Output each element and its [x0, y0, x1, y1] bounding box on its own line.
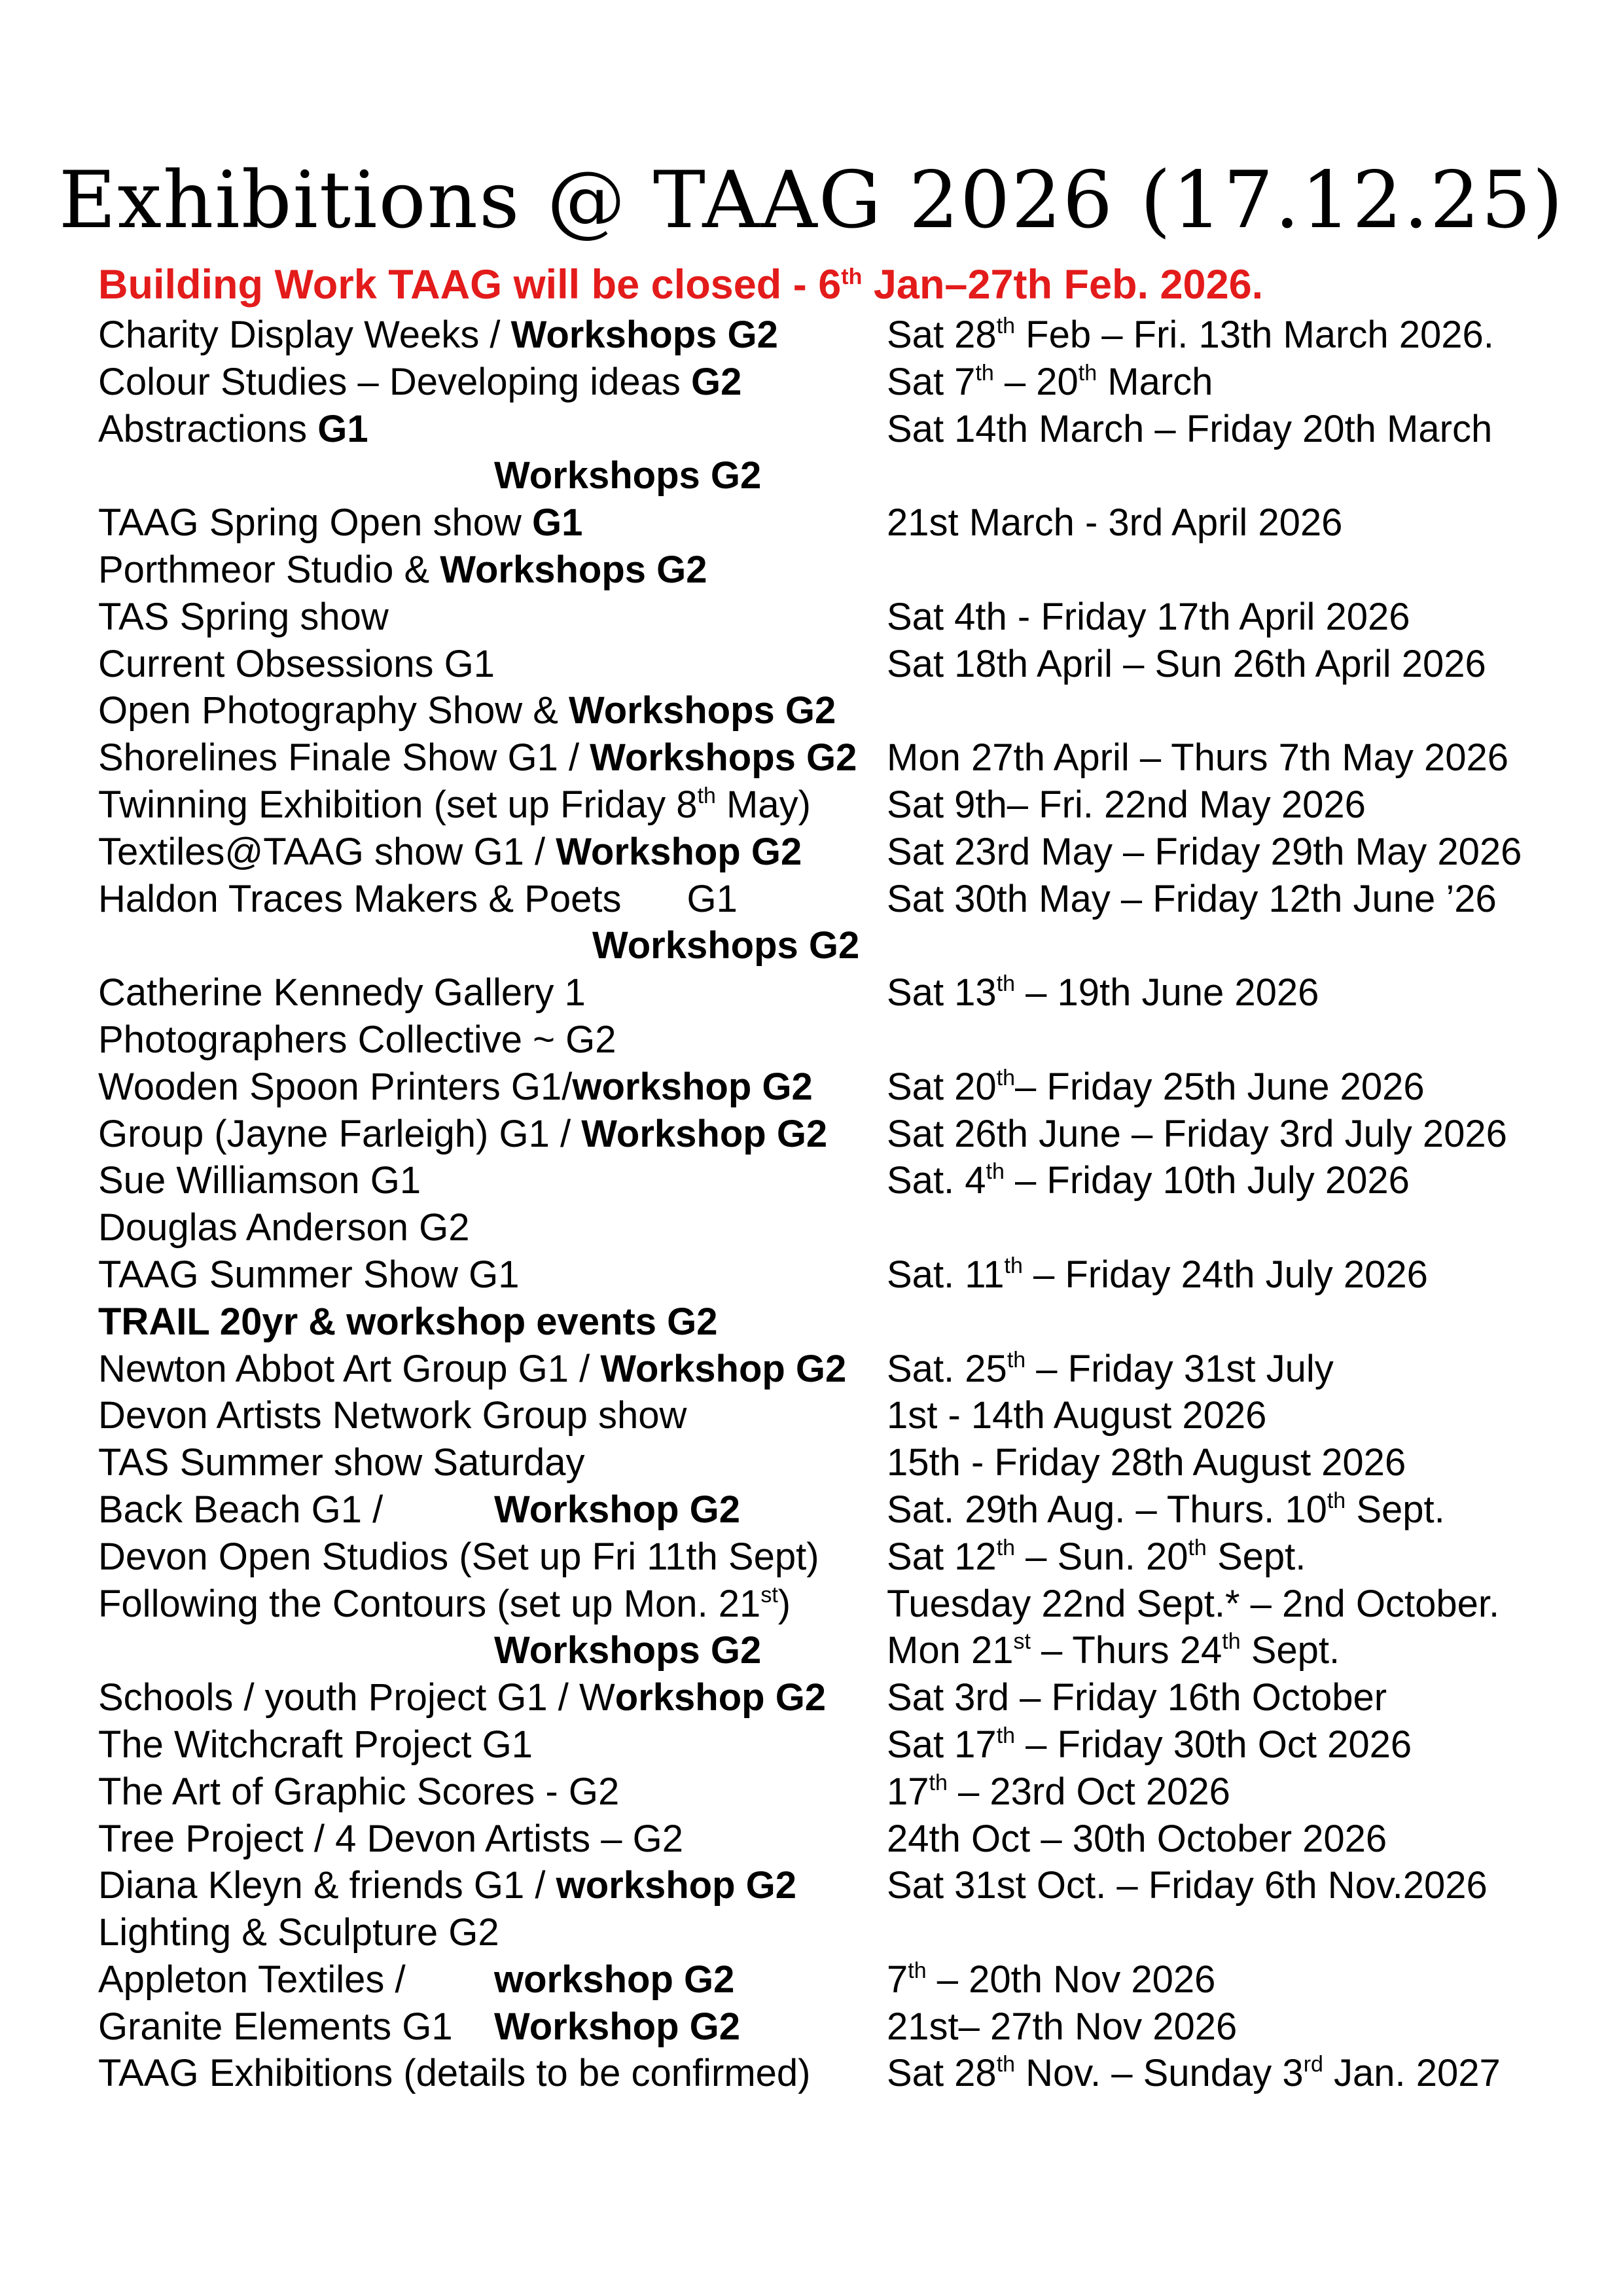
exhibition-name	[98, 1157, 421, 1204]
dates-sup: th	[996, 1065, 1016, 1090]
exhibition-name	[98, 1439, 585, 1486]
exhibition-name-text: Group (Jayne Farleigh) G1 /	[98, 1112, 582, 1155]
exhibition-dates	[887, 1721, 1412, 1768]
exhibition-name	[98, 359, 741, 406]
exhibition-workshop: workshop G2	[494, 1958, 735, 2001]
dates-text: 7	[887, 1958, 908, 2001]
page-title: Exhibitions @ TAAG 2026 (17.12.25)	[58, 155, 1565, 246]
exhibition-name-bold: G2	[691, 360, 742, 403]
exhibition-name	[98, 1768, 619, 1816]
dates-text-2: – Friday 25th June 2026	[1015, 1065, 1425, 1108]
exhibition-row	[98, 922, 1571, 969]
exhibition-row	[98, 876, 1571, 923]
exhibition-workshop: Workshop G2	[494, 1488, 740, 1531]
exhibition-dates	[887, 1346, 1334, 1393]
exhibition-row	[98, 547, 1571, 594]
dates-text-2: Sept.	[1346, 1488, 1445, 1531]
exhibition-row	[98, 2003, 1571, 2051]
dates-sup: th	[975, 360, 994, 386]
exhibition-name-text: Textiles@TAAG show G1 /	[98, 830, 556, 873]
workshops-heading: Workshops G2	[494, 454, 762, 497]
closure-notice-text-end: Jan–27th Feb. 2026.	[862, 262, 1264, 308]
exhibition-dates	[887, 594, 1410, 641]
exhibition-name-text: Newton Abbot Art Group G1 /	[98, 1347, 601, 1390]
exhibition-name	[98, 1862, 796, 1909]
dates-text: 1st - 14th August 2026	[887, 1394, 1267, 1437]
dates-text-2: – Friday 31st July	[1026, 1347, 1334, 1390]
exhibition-row	[98, 1016, 1571, 1064]
exhibition-row	[98, 1674, 1571, 1721]
exhibition-name	[98, 1721, 533, 1768]
dates-sup: th	[1004, 1253, 1023, 1278]
exhibition-name-text: The Witchcraft Project G1	[98, 1723, 533, 1766]
exhibition-name-text: Charity Display Weeks /	[98, 314, 511, 356]
exhibition-dates	[887, 2050, 1501, 2097]
exhibition-name	[98, 734, 857, 781]
exhibition-name	[98, 1956, 406, 2003]
dates-text-3: Sept.	[1240, 1629, 1340, 1672]
dates-text-2: – 23rd Oct 2026	[947, 1770, 1230, 1813]
exhibition-row	[98, 1909, 1571, 1956]
dates-text: Sat 4th - Friday 17th April 2026	[887, 595, 1410, 638]
exhibition-name-text: Back Beach G1 /	[98, 1488, 383, 1531]
exhibition-name	[98, 1204, 469, 1251]
dates-text: Mon 21	[887, 1629, 1014, 1672]
exhibition-name-text: Wooden Spoon Printers G1/	[98, 1065, 573, 1108]
exhibition-dates	[887, 1251, 1428, 1299]
dates-text: Sat. 25	[887, 1347, 1007, 1390]
exhibition-name-bold: Workshops G2	[569, 689, 836, 732]
exhibition-dates	[887, 781, 1366, 829]
dates-text: Sat 3rd – Friday 16th October	[887, 1676, 1387, 1719]
dates-text: Sat 14th March – Friday 20th March	[887, 407, 1493, 450]
exhibition-dates	[887, 359, 1213, 406]
dates-text: 24th Oct – 30th October 2026	[887, 1817, 1387, 1860]
exhibition-name	[98, 1816, 683, 1863]
exhibition-name-text: Open Photography Show &	[98, 689, 569, 732]
dates-text: 21st– 27th Nov 2026	[887, 2005, 1238, 2048]
exhibition-name-bold: TRAIL 20yr & workshop events G2	[98, 1300, 718, 1343]
exhibition-name-bold: workshop G2	[572, 1065, 813, 1108]
exhibition-dates	[887, 312, 1494, 359]
exhibition-name	[98, 1064, 813, 1111]
exhibition-name-bold: Workshop G2	[600, 1347, 847, 1390]
exhibition-name-bold: Workshop G2	[556, 830, 802, 873]
exhibition-name-bold: Workshop G2	[581, 1112, 828, 1155]
dates-text-3: Sept.	[1206, 1535, 1306, 1578]
exhibition-gallery: G1	[687, 877, 738, 920]
exhibition-dates	[887, 1768, 1230, 1816]
exhibition-list	[98, 312, 1571, 2097]
exhibition-dates	[887, 734, 1508, 781]
exhibition-name	[98, 1392, 687, 1439]
exhibition-row	[98, 1534, 1571, 1581]
exhibition-dates	[887, 1157, 1410, 1204]
exhibition-name	[98, 687, 836, 734]
dates-text-2: – 20	[993, 360, 1079, 403]
exhibition-row	[98, 687, 1571, 734]
exhibition-row	[98, 1862, 1571, 1909]
exhibition-name	[98, 1251, 520, 1299]
exhibition-row	[98, 406, 1571, 453]
exhibition-row	[98, 1392, 1571, 1439]
exhibition-name	[98, 1534, 819, 1581]
exhibition-name-bold: Workshops G2	[510, 314, 778, 356]
exhibition-name	[98, 641, 495, 688]
exhibition-dates	[887, 499, 1342, 547]
exhibition-name-text: Current Obsessions G1	[98, 642, 495, 685]
exhibition-dates	[887, 1581, 1499, 1628]
exhibition-row	[98, 641, 1571, 688]
exhibition-dates	[887, 1486, 1445, 1534]
exhibition-name-text: The Art of Graphic Scores - G2	[98, 1770, 620, 1813]
exhibition-name-text: Douglas Anderson G2	[98, 1206, 470, 1249]
exhibition-row	[98, 1299, 1571, 1346]
exhibition-row	[98, 969, 1571, 1016]
dates-text-2: Feb – Fri. 13th March 2026.	[1015, 314, 1494, 356]
dates-sup: th	[908, 1958, 927, 1983]
exhibition-row	[98, 1768, 1571, 1816]
dates-text: Sat. 11	[887, 1253, 1005, 1296]
dates-text-2: – 20th Nov 2026	[926, 1958, 1216, 2001]
exhibition-name-text: Appleton Textiles /	[98, 1958, 406, 2001]
exhibition-row	[98, 1157, 1571, 1204]
closure-notice-sup: th	[841, 264, 863, 289]
exhibition-name-text: Shorelines Finale Show G1 /	[98, 736, 590, 780]
dates-sup: th	[1327, 1488, 1346, 1513]
dates-text-2: – Friday 10th July 2026	[1004, 1159, 1410, 1202]
dates-sup-2: rd	[1303, 2052, 1323, 2077]
dates-text: Sat. 29th Aug. – Thurs. 10	[887, 1488, 1327, 1531]
exhibition-row	[98, 1204, 1571, 1251]
dates-text: Sat 20	[887, 1065, 997, 1108]
dates-text: Sat 30th May – Friday 12th June ’26	[887, 877, 1497, 920]
exhibition-name	[98, 1016, 616, 1064]
exhibition-dates	[887, 406, 1492, 453]
dates-text: 15th - Friday 28th August 2026	[887, 1441, 1406, 1484]
dates-sup-2: th	[1188, 1535, 1207, 1560]
dates-text-2: – Friday 30th Oct 2026	[1015, 1723, 1412, 1766]
dates-text: Sat 28	[887, 2052, 997, 2095]
exhibition-workshop: Workshop G2	[494, 2005, 740, 2048]
exhibition-name	[98, 1581, 791, 1628]
exhibition-name-text: Tree Project / 4 Devon Artists – G2	[98, 1817, 683, 1860]
exhibition-name-sup: st	[760, 1582, 778, 1607]
exhibition-row	[98, 734, 1571, 781]
exhibition-name-text: Devon Artists Network Group show	[98, 1394, 687, 1437]
dates-text: Sat 7	[887, 360, 976, 403]
exhibition-name-text: Colour Studies – Developing ideas	[98, 360, 691, 403]
exhibition-name-text: TAAG Exhibitions (details to be confirmed)	[98, 2052, 811, 2095]
exhibition-dates	[887, 1392, 1266, 1439]
exhibition-name-bold: workshop G2	[556, 1864, 796, 1907]
exhibition-name-text: Schools / youth Project G1 / W	[98, 1676, 615, 1719]
exhibition-row	[98, 1439, 1571, 1486]
exhibition-row	[98, 594, 1571, 641]
exhibition-name-text: Diana Kleyn & friends G1 /	[98, 1864, 556, 1907]
exhibition-name	[98, 547, 707, 594]
dates-text: 21st March - 3rd April 2026	[887, 501, 1343, 545]
dates-text-2: – Thurs 24	[1030, 1629, 1222, 1672]
exhibition-dates	[887, 829, 1522, 876]
exhibition-name-text-2: May)	[715, 783, 811, 826]
exhibition-name-text: Twinning Exhibition (set up Friday 8	[98, 783, 698, 826]
exhibition-row	[98, 781, 1571, 829]
dates-text: Sat 23rd May – Friday 29th May 2026	[887, 830, 1522, 873]
exhibition-name-bold: Workshops G2	[440, 548, 707, 591]
exhibition-name-text: Catherine Kennedy Gallery 1	[98, 971, 586, 1014]
dates-sup-2: th	[1222, 1629, 1241, 1655]
exhibition-name	[98, 499, 582, 547]
exhibition-dates	[887, 1862, 1488, 1909]
dates-sup: th	[996, 1723, 1016, 1748]
exhibition-name	[98, 312, 778, 359]
exhibition-name	[98, 1346, 846, 1393]
dates-text: 17	[887, 1770, 929, 1813]
exhibition-dates	[887, 876, 1497, 923]
dates-text-2: – 19th June 2026	[1015, 971, 1319, 1014]
exhibition-dates	[887, 641, 1486, 688]
exhibition-row	[98, 1064, 1571, 1111]
exhibition-dates	[887, 1956, 1215, 2003]
exhibition-row	[98, 452, 1571, 499]
dates-text-3: Jan. 2027	[1323, 2052, 1501, 2095]
exhibition-name-bold: Workshops G2	[590, 736, 857, 780]
exhibition-name-text: Sue Williamson G1	[98, 1159, 421, 1202]
dates-text: Sat 28	[887, 314, 997, 356]
exhibition-dates	[887, 1627, 1340, 1674]
exhibition-name-text: Porthmeor Studio &	[98, 548, 440, 591]
dates-sup: st	[1013, 1629, 1031, 1655]
exhibition-row	[98, 359, 1571, 406]
exhibition-dates	[887, 1534, 1306, 1581]
dates-sup: th	[996, 971, 1016, 997]
dates-sup: th	[1007, 1347, 1026, 1372]
dates-text: Sat 9th– Fri. 22nd May 2026	[887, 783, 1366, 826]
exhibition-name	[98, 1111, 827, 1158]
exhibition-name-text: Photographers Collective ~ G2	[98, 1018, 616, 1061]
exhibition-name	[98, 1909, 499, 1956]
exhibition-name-text: Following the Contours (set up Mon. 21	[98, 1582, 761, 1625]
exhibition-dates	[887, 1816, 1387, 1863]
dates-text: Sat 12	[887, 1535, 997, 1578]
exhibition-name-text-2: )	[777, 1582, 791, 1625]
exhibition-row	[98, 1627, 1571, 1674]
exhibition-dates	[887, 1064, 1425, 1111]
dates-text-3: March	[1097, 360, 1213, 403]
exhibition-name	[98, 781, 811, 829]
exhibition-row	[98, 2050, 1571, 2097]
exhibition-name-sup: th	[697, 783, 716, 808]
exhibition-name	[98, 2050, 811, 2097]
exhibition-row	[98, 1346, 1571, 1393]
dates-sup: th	[996, 314, 1016, 338]
exhibition-name-text: TAAG Spring Open show	[98, 501, 533, 545]
exhibition-name-text: Abstractions	[98, 407, 318, 450]
dates-text: Mon 27th April – Thurs 7th May 2026	[887, 736, 1509, 780]
dates-text: Sat 17	[887, 1723, 997, 1766]
exhibition-name-text: TAAG Summer Show G1	[98, 1253, 520, 1296]
exhibition-name	[98, 2003, 453, 2051]
workshops-heading: Workshops G2	[494, 1629, 762, 1672]
exhibition-row	[98, 499, 1571, 547]
exhibition-dates	[887, 2003, 1237, 2051]
exhibition-dates	[887, 1439, 1406, 1486]
exhibition-name-bold: G1	[317, 407, 368, 450]
exhibition-row	[98, 1721, 1571, 1768]
exhibition-name	[98, 829, 802, 876]
dates-sup: th	[996, 2052, 1016, 2077]
dates-text: Sat 13	[887, 971, 997, 1014]
exhibition-dates	[887, 1674, 1387, 1721]
exhibition-dates	[887, 1111, 1507, 1158]
dates-text-2: Nov. – Sunday 3	[1015, 2052, 1304, 2095]
exhibition-row	[98, 312, 1571, 359]
exhibition-name-text: Devon Open Studios (Set up Fri 11th Sept)	[98, 1535, 819, 1578]
closure-notice	[98, 259, 1263, 311]
dates-text-2: – Friday 24th July 2026	[1022, 1253, 1428, 1296]
exhibition-row	[98, 829, 1571, 876]
dates-text: Sat 26th June – Friday 3rd July 2026	[887, 1112, 1507, 1155]
exhibition-row	[98, 1581, 1571, 1628]
dates-sup: th	[996, 1535, 1016, 1560]
exhibition-name	[98, 876, 738, 923]
dates-text: Tuesday 22nd Sept.* – 2nd October.	[887, 1582, 1500, 1625]
exhibition-row	[98, 1486, 1571, 1534]
exhibition-name-text: Haldon Traces Makers & Poets	[98, 877, 622, 920]
workshops-heading: Workshops G2	[592, 924, 860, 967]
exhibition-row	[98, 1111, 1571, 1158]
exhibition-name	[98, 406, 368, 453]
dates-text: Sat. 4	[887, 1159, 986, 1202]
dates-text: Sat 18th April – Sun 26th April 2026	[887, 642, 1486, 685]
dates-sup-2: th	[1078, 360, 1097, 386]
exhibition-dates	[887, 969, 1319, 1016]
exhibition-name-bold: G1	[532, 501, 583, 545]
exhibition-name-text: Granite Elements G1	[98, 2005, 453, 2048]
exhibition-row	[98, 1956, 1571, 2003]
dates-text: Sat 31st Oct. – Friday 6th Nov.2026	[887, 1864, 1488, 1907]
exhibition-row	[98, 1251, 1571, 1299]
dates-sup: th	[986, 1159, 1005, 1185]
exhibition-name-bold: orkshop G2	[615, 1676, 827, 1719]
exhibition-name	[98, 1674, 826, 1721]
exhibition-row	[98, 1816, 1571, 1863]
exhibition-name	[98, 594, 389, 641]
closure-notice-text: Building Work TAAG will be closed - 6	[98, 262, 842, 308]
exhibition-name	[98, 969, 586, 1016]
exhibition-name-text: TAS Summer show Saturday	[98, 1441, 585, 1484]
dates-text-2: – Sun. 20	[1015, 1535, 1188, 1578]
dates-sup: th	[929, 1770, 948, 1795]
exhibition-name	[98, 1486, 383, 1534]
exhibition-name	[98, 1299, 718, 1346]
exhibition-name-text: Lighting & Sculpture G2	[98, 1911, 499, 1954]
exhibition-name-text: TAS Spring show	[98, 595, 389, 638]
